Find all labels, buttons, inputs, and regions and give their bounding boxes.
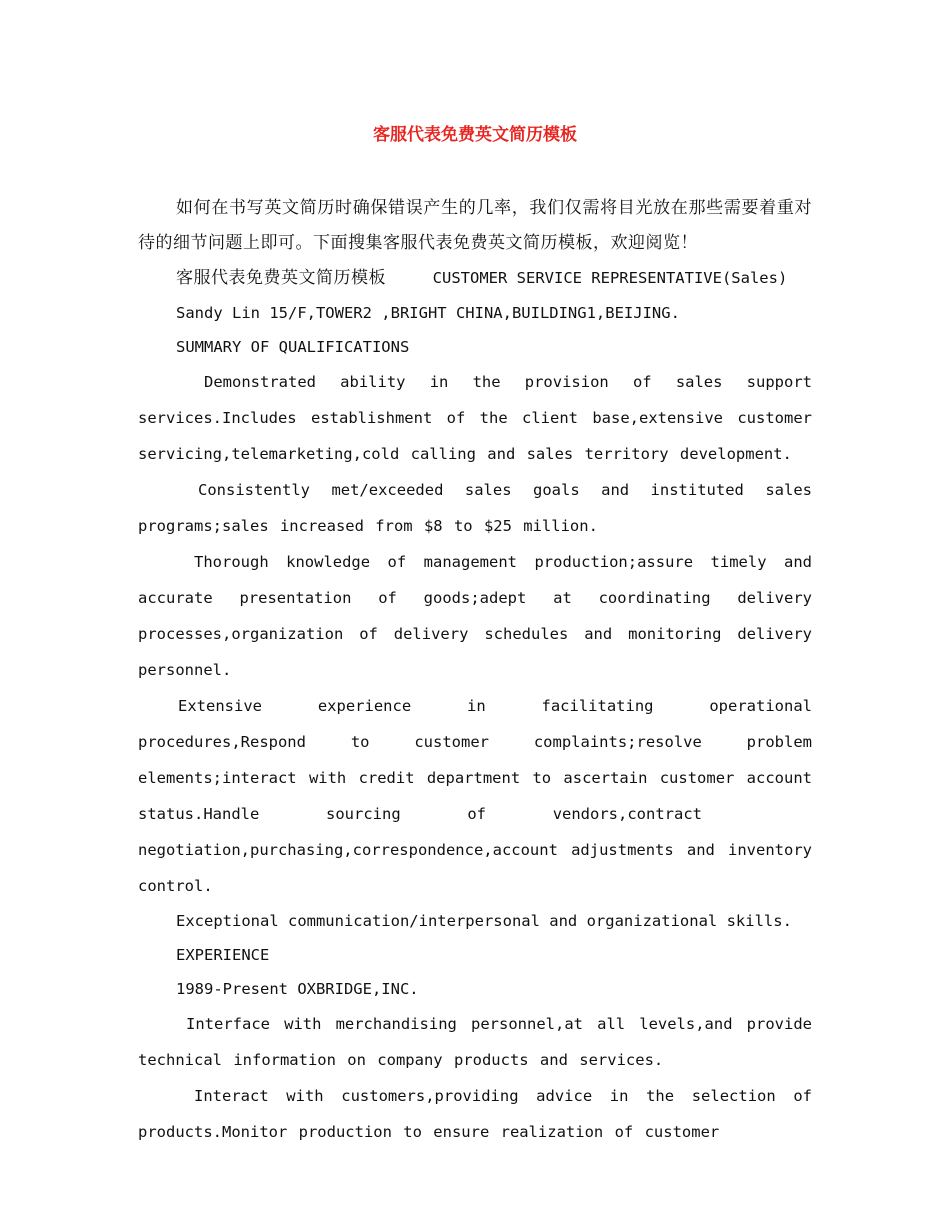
document-title: 客服代表免费英文简历模板 bbox=[373, 125, 577, 145]
qualification-item-part: Extensive experience in facilitating operational procedures,Respond to customer complaints;resolve problem elements;interact with credit department to ascertain customer account status.Handle sourcing of vendors,contract bbox=[138, 697, 812, 823]
qualification-item: Consistently met/exceeded sales goals and instituted sales programs;sales increased from $8 to $25 million. bbox=[138, 481, 812, 535]
resume-heading-line bbox=[138, 261, 812, 296]
qualification-item: Thorough knowledge of management production;assure timely and accurate presentation of goods;adept at coordinating delivery processes,organization of delivery schedules and monitoring delivery personnel. bbox=[138, 553, 812, 679]
experience-heading: EXPERIENCE bbox=[176, 946, 270, 964]
duty-item: Interface with merchandising personnel,at all levels,and provide technical information on company products and services. bbox=[138, 1015, 812, 1069]
contact-line: Sandy Lin 15/F,TOWER2 ,BRIGHT CHINA,BUILDING1,BEIJING. bbox=[176, 304, 680, 322]
summary-heading: SUMMARY OF QUALIFICATIONS bbox=[176, 338, 410, 356]
employer-line: 1989-Present OXBRIDGE,INC. bbox=[176, 980, 419, 998]
qualification-item: Exceptional communication/interpersonal and organizational skills. bbox=[176, 912, 792, 930]
resume-heading-cn: 客服代表免费英文简历模板 bbox=[176, 268, 386, 288]
resume-heading-en: CUSTOMER SERVICE REPRESENTATIVE(Sales) bbox=[432, 269, 788, 287]
document-body bbox=[138, 191, 812, 1150]
qualification-item-part: negotiation,purchasing,correspondence,account adjustments and inventory control. bbox=[138, 841, 812, 895]
duty-item: Interact with customers,providing advice in the selection of products.Monitor production to ensure realization of customer bbox=[138, 1087, 812, 1141]
intro-paragraph: 如何在书写英文简历时确保错误产生的几率，我们仅需将目光放在那些需要着重对待的细节问题上即可。下面搜集客服代表免费英文简历模板，欢迎阅览！ bbox=[138, 198, 812, 253]
qualification-item: Demonstrated ability in the provision of sales support services.Includes establishment of the client base,extensive customer servicing,telemarketing,cold calling and sales territory development. bbox=[138, 373, 812, 463]
qualification-item bbox=[138, 688, 812, 904]
